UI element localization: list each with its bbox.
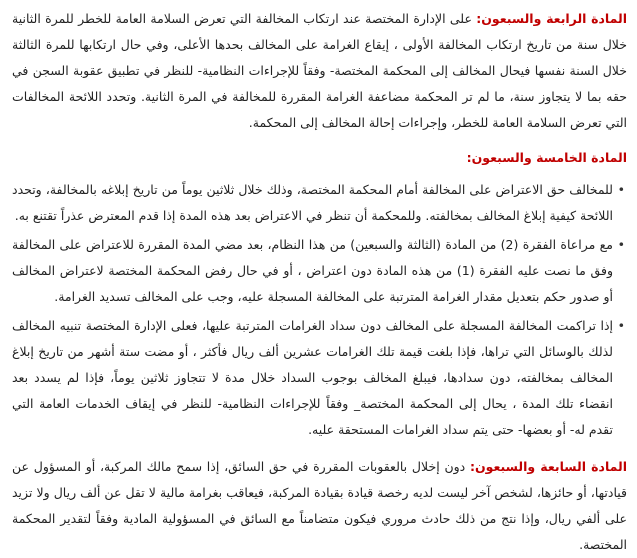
list-item: • إذا تراكمت المخالفة المسجلة على المخالف دون سداد الغرامات المترتبة عليها، فعلى الإدارة المختصة تنبيه المخالف لذلك بالوسائل التي تراها، فإذا بلغت قيمة تلك الغرامات عشرين ألف ريال فأكثر ، أو مضت ستة أشهر من تاريخ إبلاغ المخالف بمخالفته، دون سدادها، فيبلغ المخالف بوجوب السداد خلال مدة لا تتجاوز ثلاثين يوماً، فإذا لم يسدد بعد انقضاء تلك المدة ، يحال إلى المحكمة المختصة_ وفقاً للإجراءات النظامية- للنظر في إيقاف الخدمات العامة التي تقدم له- أو بعضها- حتى يتم سداد الغرامات المستحقة عليه. xyxy=(12,313,613,443)
article-77-paragraph xyxy=(12,454,627,558)
article-75-heading: المادة الخامسة والسبعون: xyxy=(466,150,627,165)
article-77-text: دون إخلال بالعقوبات المقررة في حق السائق، إذا سمح مالك المركبة، أو المسؤول عن قيادتها، أو حائزها، لشخص آخر ليست لديه رخصة قيادة بقيادة المركبة، فيعاقب بغرامة مالية لا تقل عن ألف ريال ولا تزيد على ألفي ريال، وإذا نتج من ذلك حادث مروري فيكون متضامناً مع السائق في المسؤولية المادية وفقاً لتقدير المحكمة المختصة. xyxy=(12,459,627,552)
article-74-label: المادة الرابعة والسبعون: xyxy=(476,11,627,26)
list-item: • للمخالف حق الاعتراض على المخالفة أمام المحكمة المختصة، وذلك خلال ثلاثين يوماً من تاريخ إبلاغه بالمخالفة، وتحدد اللائحة كيفية إبلاغ المخالف بمخالفته. وللمحكمة أن تنظر في الاعتراض بعد هذه المدة إذا قدم المعترض عذراً تقتنع به. xyxy=(12,177,613,229)
article-74-paragraph xyxy=(12,6,627,136)
section-spacer xyxy=(12,446,627,454)
article-74-text: على الإدارة المختصة عند ارتكاب المخالفة التي تعرض السلامة العامة للخطر للمرة الثانية خلال سنة من تاريخ ارتكاب المخالفة الأولى ، إيقاع الغرامة على المخالف بحدها الأعلى، وفي حال ارتكابها للمرة الثالثة خلال السنة نفسها فيحال المخالف إلى المحكمة المختصة- وفقاً للإجراءات النظامية- للنظر في تطبيق عقوبة السجن في حقه بما لا يتجاوز سنة، ما لم تر المحكمة مضاعفة الغرامة المقررة للمخالفة في المرة الثانية. وتحدد اللائحة المخالفات التي تعرض السلامة العامة للخطر، وإجراءات إحالة المخالف إلى المحكمة. xyxy=(12,11,627,130)
list-item: • مع مراعاة الفقرة (2) من المادة (الثالثة والسبعين) من هذا النظام، بعد مضي المدة المقررة للاعتراض على المخالفة وفق ما نصت عليه الفقرة (1) من هذه المادة دون اعتراض ، أو في حال رفض المحكمة المختصة لاعتراض المخالف أو صدور حكم بتعديل مقدار الغرامة المترتبة على المخالفة المسجلة عليه، وجب على المخالف تسديد الغرامة. xyxy=(12,232,613,310)
article-77-label: المادة السابعة والسبعون: xyxy=(470,459,627,474)
article-75-bullet-list xyxy=(12,177,627,443)
